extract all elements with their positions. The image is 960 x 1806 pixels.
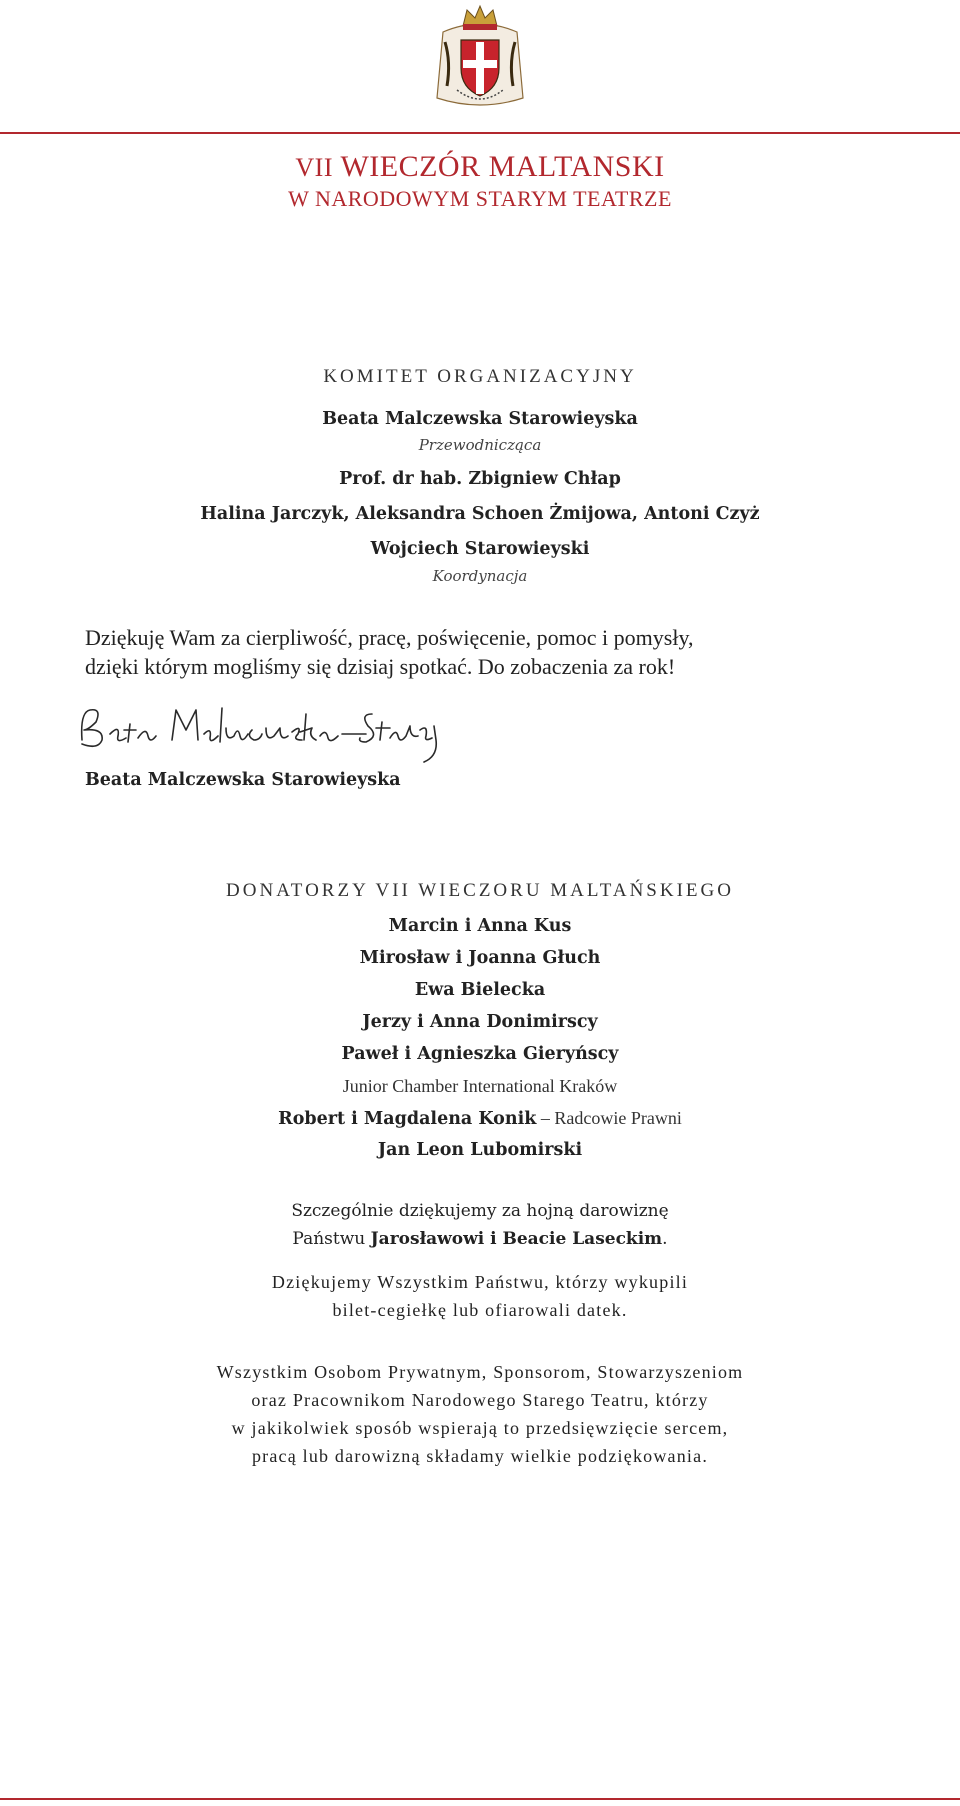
donor-item: Mirosław i Joanna Głuch bbox=[359, 948, 601, 968]
donor-konik-suffix: – Radcowie Prawni bbox=[536, 1108, 682, 1128]
special-thanks bbox=[60, 1197, 900, 1253]
thanks-line: Dziękuję Wam za cierpliwość, pracę, poświęcenie, pomoc i pomysły, bbox=[85, 625, 694, 650]
donor-item-konik bbox=[60, 1108, 900, 1129]
committee-member: Prof. dr hab. Zbigniew Chłap bbox=[339, 469, 621, 489]
donor-item: Ewa Bielecka bbox=[414, 980, 546, 1000]
sponsors-thanks-line: Wszystkim Osobom Prywatnym, Sponsorom, Stowarzyszeniom bbox=[216, 1362, 744, 1382]
sponsors-thanks-line: w jakikolwiek sposób wspierają to przedsięwzięcie sercem, bbox=[231, 1418, 729, 1438]
donors-heading: DONATORZY VII WIECZORU MALTAŃSKIEGO bbox=[226, 880, 734, 901]
committee-members-line: Halina Jarczyk, Aleksandra Schoen Żmijowa, Antoni Czyż bbox=[200, 504, 760, 524]
thanks-line: dzięki którym mogliśmy się dzisiaj spotkać. Do zobaczenia za rok! bbox=[85, 654, 676, 679]
donor-item: Marcin i Anna Kus bbox=[388, 916, 572, 936]
order-of-malta-crest-icon bbox=[431, 2, 529, 114]
buyers-thanks bbox=[60, 1268, 900, 1324]
donor-item: Jerzy i Anna Donimirscy bbox=[362, 1012, 598, 1032]
sponsors-thanks-line: oraz Pracownikom Narodowego Starego Teatru, którzy bbox=[251, 1390, 709, 1410]
donor-item: Jan Leon Lubomirski bbox=[377, 1140, 583, 1160]
page-title: VII WIECZÓR MALTANSKI bbox=[295, 150, 665, 183]
thanks-paragraph bbox=[85, 623, 885, 681]
handwritten-signature bbox=[76, 700, 446, 766]
signer-name: Beata Malczewska Starowieyska bbox=[85, 770, 401, 790]
sponsors-thanks-line: pracą lub darowizną składamy wielkie podziękowania. bbox=[251, 1446, 709, 1466]
buyers-thanks-line: Dziękujemy Wszystkim Państwu, którzy wykupili bbox=[271, 1272, 689, 1292]
committee-chair-name: Beata Malczewska Starowieyska bbox=[322, 409, 638, 429]
committee-chair-role: Przewodnicząca bbox=[418, 436, 542, 454]
sponsors-thanks bbox=[60, 1358, 900, 1470]
donor-item-junior-chamber: Junior Chamber International Kraków bbox=[342, 1076, 618, 1096]
committee-heading: KOMITET ORGANIZACYJNY bbox=[323, 366, 637, 387]
committee-coordinator-name: Wojciech Starowieyski bbox=[370, 539, 590, 559]
committee-coordinator-role: Koordynacja bbox=[432, 567, 528, 585]
buyers-thanks-line: bilet-cegiełkę lub ofiarowali datek. bbox=[332, 1300, 628, 1320]
donor-item: Paweł i Agnieszka Gieryńscy bbox=[341, 1044, 619, 1064]
footer-divider bbox=[0, 1798, 960, 1800]
special-thanks-line: Państwu Jarosławowi i Beacie Laseckim. bbox=[292, 1229, 668, 1249]
page-subtitle: W NARODOWYM STARYM TEATRZE bbox=[288, 186, 672, 211]
special-thanks-line: Szczególnie dziękujemy za hojną darowiznę bbox=[291, 1201, 669, 1221]
donor-konik-name: Robert i Magdalena Konik bbox=[278, 1109, 537, 1129]
header-divider bbox=[0, 132, 960, 134]
